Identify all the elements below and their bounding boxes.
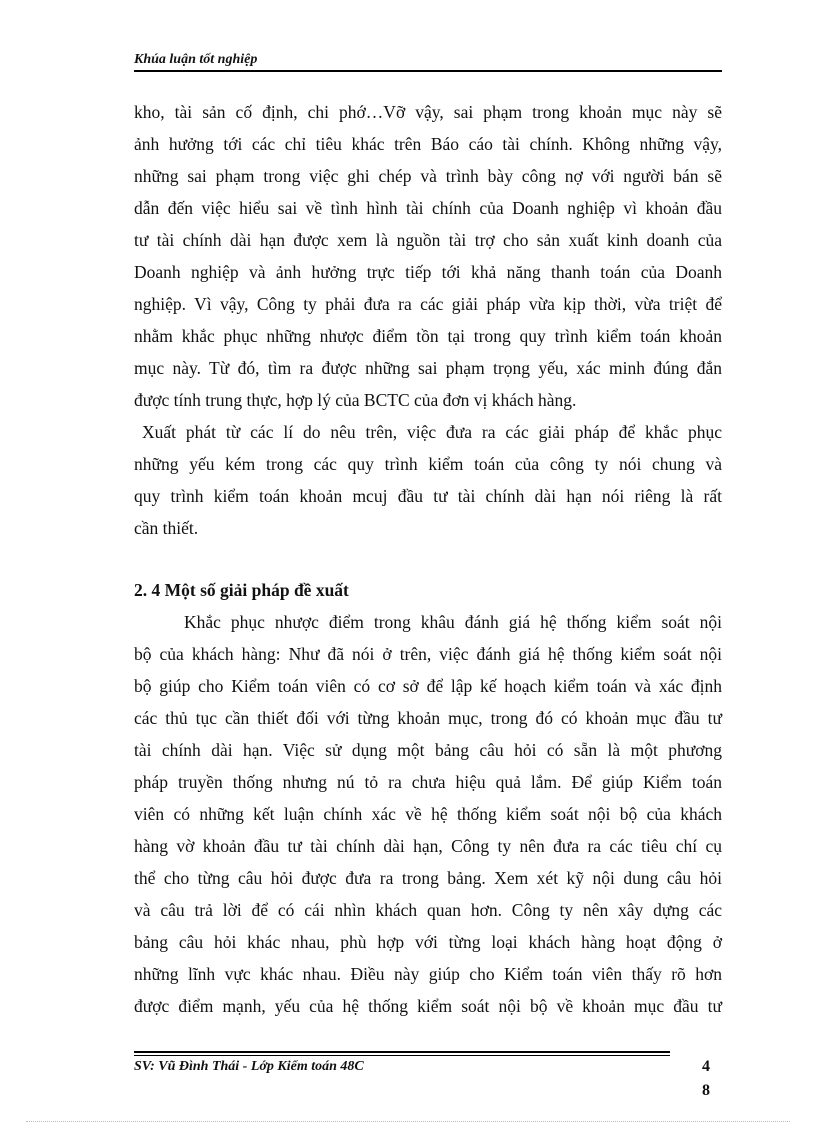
text-line: pháp truyền thống nhưng nú tỏ ra chưa hiệu quả lắm. Để giúp Kiểm toán [134,772,722,792]
text-line: và câu trả lời để có cái nhìn khách quan hơn. Công ty nên xây dựng các [134,900,722,920]
text-line: những lĩnh vực khác nhau. Điều này giúp cho Kiểm toán viên thấy rõ hơn [134,964,722,984]
footer-rule [134,1051,670,1053]
text-line: Xuất phát từ các lí do nêu trên, việc đưa ra các giải pháp để khắc phục [142,422,722,442]
text-line: những sai phạm trong việc ghi chép và trình bày công nợ với người bán sẽ [134,166,722,186]
text-line: cần thiết. [134,518,199,538]
text-line: ảnh hưởng tới các chỉ tiêu khác trên Báo cáo tài chính. Không những vậy, [134,134,722,154]
text-line: nghiệp. Vì vậy, Công ty phải đưa ra các giải pháp vừa kịp thời, vừa triệt để [134,294,722,314]
text-line: các thủ tục cần thiết đối với từng khoản mục, trong đó có khoản mục đầu tư [134,708,722,728]
text-line: Khắc phục nhược điểm trong khâu đánh giá hệ thống kiểm soát nội [184,612,722,632]
footer-student-info: SV: Vũ Đình Thái - Lớp Kiểm toán 48C [134,1059,364,1074]
paragraph-2 [134,416,722,544]
text-line: được điểm mạnh, yếu của hệ thống kiểm soát nội bộ về khoản mục đầu tư [134,996,722,1016]
footer-rule-thin [134,1055,670,1056]
text-line: bảng câu hỏi khác nhau, phù hợp với từng loại khách hàng hoạt động ở [134,932,722,952]
text-line: viên có những kết luận chính xác về hệ thống kiểm soát nội bộ của khách [134,804,722,824]
document-body [134,96,722,1022]
paragraph-1 [134,96,722,416]
section-heading: 2. 4 Một số giải pháp đề xuất [134,580,349,600]
text-line: thể cho từng câu hỏi được đưa ra trong bảng. Xem xét kỹ nội dung câu hỏi [134,868,722,888]
text-line: Doanh nghiệp và ảnh hưởng trực tiếp tới khả năng thanh toán của Doanh [134,262,722,282]
text-line: được tính trung thực, hợp lý của BCTC của đơn vị khách hàng. [134,390,577,410]
paragraph-3 [134,606,722,1022]
text-line: hàng vờ khoản đầu tư tài chính dài hạn, Công ty nên đưa ra các tiêu chí cụ [134,836,722,856]
text-line: mục này. Từ đó, tìm ra được những sai phạm trọng yếu, xác minh đúng đắn [134,358,722,378]
text-line: bộ giúp cho Kiểm toán viên có cơ sở để lập kế hoạch kiểm toán và xác định [134,676,722,696]
page-number-digit-2: 8 [702,1082,710,1099]
header-title: Khúa luận tốt nghiệp [134,52,258,67]
text-line: những yếu kém trong các quy trình kiểm toán của công ty nói chung và [134,454,722,474]
page-bottom-border [26,1121,790,1122]
text-line: tư tài chính dài hạn được xem là nguồn tài trợ cho sản xuất kinh doanh của [134,230,722,250]
text-line: kho, tài sản cố định, chi phớ…Vỡ vậy, sai phạm trong khoản mục này sẽ [134,102,722,122]
text-line: nhằm khắc phục những nhược điểm tồn tại trong quy trình kiểm toán khoản [134,326,722,346]
page-number-digit-1: 4 [702,1058,710,1075]
text-line: tài chính dài hạn. Việc sử dụng một bảng câu hỏi có sẵn là một phương [134,740,722,760]
text-line: bộ của khách hàng: Như đã nói ở trên, việc đánh giá hệ thống kiểm soát nội [134,644,722,664]
page-header [134,50,722,72]
text-line: quy trình kiểm toán khoản mcuj đầu tư tài chính dài hạn nói riêng là rất [134,486,722,506]
text-line: dẫn đến việc hiểu sai về tình hình tài chính của Doanh nghiệp vì khoản đầu [134,198,722,218]
